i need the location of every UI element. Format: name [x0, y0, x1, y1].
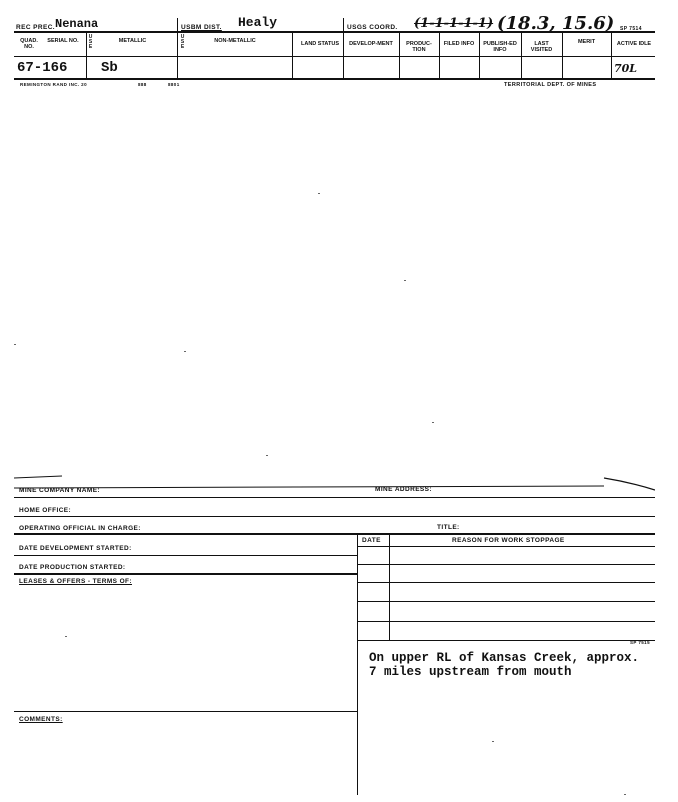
table-row-rule: [357, 582, 655, 583]
divider-serial: [86, 33, 87, 78]
scan-speck: [624, 794, 626, 795]
col-production: PRODUC-TION: [406, 41, 432, 53]
date-column-header: DATE: [362, 537, 381, 544]
divider-production: [399, 33, 400, 78]
table-bottom-rule: [357, 640, 655, 641]
col-published-info: PUBLISH-ED INFO: [483, 41, 517, 53]
table-header-rule: [357, 546, 655, 547]
rule-company: [14, 497, 655, 498]
form-number-front: SP 7514: [620, 26, 642, 32]
col-quad-no: QUAD. NO.: [20, 38, 38, 50]
rule-development: [14, 555, 357, 556]
remark-line-1: On upper RL of Kansas Creek, approx.: [369, 651, 640, 665]
operating-official-label: OPERATING OFFICIAL IN CHARGE:: [19, 525, 141, 532]
col-use-metallic: U S E: [88, 34, 93, 50]
divider-land: [292, 33, 293, 78]
mine-address-label: MINE ADDRESS:: [375, 486, 432, 493]
divider-merit: [562, 33, 563, 78]
scan-speck: [404, 280, 406, 281]
table-row-rule: [357, 621, 655, 622]
rule-home-office: [14, 516, 655, 517]
scan-speck: [318, 193, 320, 194]
scan-speck: [14, 344, 16, 345]
divider-filed: [439, 33, 440, 78]
printer-code-1: 888: [138, 82, 147, 87]
table-row-rule: [357, 601, 655, 602]
usgs-coord-struck: (1-1-1-1-1): [414, 16, 494, 31]
col-merit: MERIT: [577, 39, 596, 45]
scan-speck: [492, 741, 494, 742]
printer-code-2: 8801: [168, 82, 180, 87]
usbm-dist-label: USBM DIST.: [181, 24, 222, 31]
mine-company-name-label: MINE COMPANY NAME:: [19, 487, 100, 494]
usgs-coord-label: USGS COORD.: [347, 24, 398, 31]
usbm-dist-value: Healy: [238, 15, 278, 30]
divider-date-reason: [389, 533, 390, 641]
title-label: TITLE:: [437, 524, 460, 531]
divider-active: [611, 33, 612, 78]
col-metallic: METALLIC: [118, 38, 147, 44]
scan-speck: [184, 351, 186, 352]
date-production-started-label: DATE PRODUCTION STARTED:: [19, 564, 126, 571]
rec-prec-value: Nenana: [55, 17, 99, 31]
col-non-metallic: NON-METALLIC: [214, 38, 256, 44]
divider-left-right: [357, 533, 358, 795]
home-office-label: HOME OFFICE:: [19, 507, 72, 514]
col-development: DEVELOP-MENT: [349, 41, 393, 47]
form-number-back: SP 7515: [630, 640, 650, 645]
col-last-visited: LAST VISITED: [530, 41, 553, 53]
rule-official: [14, 533, 655, 535]
table-row-rule: [357, 564, 655, 565]
usgs-coord-value: (18.3, 15.6): [497, 13, 615, 34]
scan-speck: [65, 636, 67, 637]
record-quad-serial: 67-166: [17, 60, 68, 76]
printer-imprint: REMINGTON RAND INC. 20: [20, 82, 87, 87]
divider-last-visited: [521, 33, 522, 78]
col-serial-no: SERIAL NO.: [47, 38, 79, 44]
card-edge: [14, 474, 655, 494]
comments-label: COMMENTS:: [19, 716, 63, 723]
reason-column-header: REASON FOR WORK STOPPAGE: [452, 537, 565, 544]
scan-speck: [432, 422, 434, 423]
rule-production: [14, 573, 357, 575]
rule-comments: [14, 711, 357, 712]
remark-line-2: 7 miles upstream from mouth: [369, 665, 572, 679]
col-land-status: LAND STATUS: [301, 41, 339, 47]
rec-prec-label: REC PREC.: [16, 24, 55, 31]
department-name: TERRITORIAL DEPT. OF MINES: [504, 82, 597, 88]
divider-published: [479, 33, 480, 78]
divider-usbm: [177, 18, 178, 78]
record-active-idle-mark: 70L: [614, 62, 638, 75]
card-bottom-rule: [14, 78, 655, 80]
col-active-idle: ACTIVE IDLE: [616, 41, 652, 47]
record-metallic: Sb: [101, 60, 118, 76]
column-header-bottom-rule: [14, 56, 655, 57]
leases-offers-label: LEASES & OFFERS - TERMS OF:: [19, 578, 132, 585]
col-filed-info: FILED INFO: [443, 41, 475, 47]
divider-usgs: [343, 18, 344, 78]
col-use-nonmetallic: U S E: [180, 34, 185, 50]
scan-speck: [266, 455, 268, 456]
date-development-started-label: DATE DEVELOPMENT STARTED:: [19, 545, 132, 552]
